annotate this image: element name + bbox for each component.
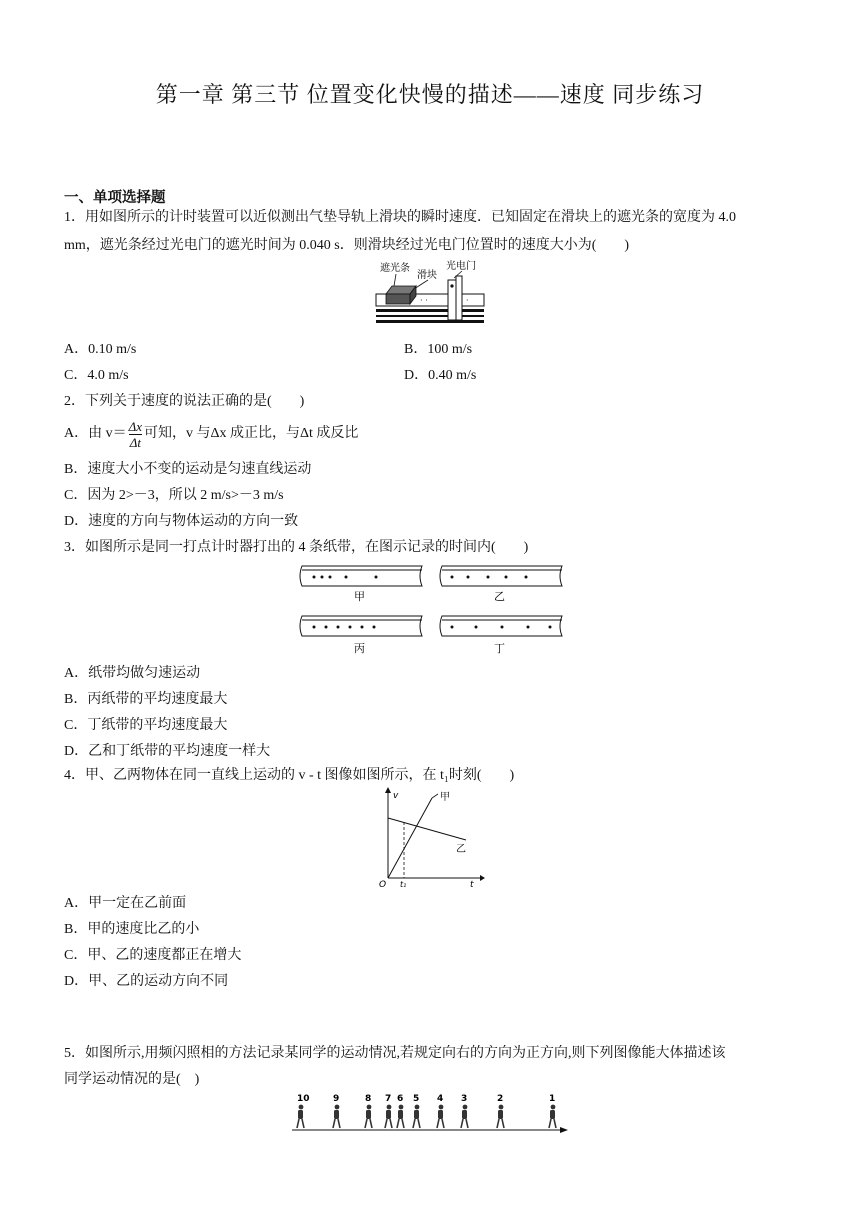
q2-stem: 2．下列关于速度的说法正确的是( ) <box>64 394 305 409</box>
q1-label-slider: 滑块 <box>417 270 437 281</box>
q4-line-jia-label: 甲 <box>440 792 450 803</box>
q1-stem-line2: mm，遮光条经过光电门的遮光时间为 0.040 s．则滑块经过光电门位置时的速度大小为( ) <box>64 238 630 253</box>
runner-figure <box>397 1105 404 1128</box>
runner-figure <box>497 1105 504 1128</box>
runner-figure <box>413 1105 420 1128</box>
q2-option-a-suffix: 可知，v 与Δx 成正比，与Δt 成反比 <box>144 426 359 441</box>
q4-vt-graph <box>374 786 486 890</box>
q3-stem: 3．如图所示是同一打点计时器打出的 4 条纸带，在图示记录的时间内( ) <box>64 540 529 555</box>
q4-t1-label: t₁ <box>400 880 407 889</box>
runner-figure <box>297 1105 304 1128</box>
q5-strobe-photo-figure <box>288 1090 572 1138</box>
runner-figure <box>365 1105 372 1128</box>
q1-label-gate: 光电门 <box>446 261 476 272</box>
q1-option-d: D．0.40 m/s <box>404 368 477 383</box>
q2-option-d: D．速度的方向与物体运动的方向一致 <box>64 514 299 529</box>
tape-label-jia: 甲 <box>354 590 365 603</box>
frame-number-label: 7 <box>385 1094 392 1104</box>
tape-label-ding: 丁 <box>494 642 505 655</box>
q2-option-c: C．因为 2>－3，所以 2 m/s>－3 m/s <box>64 488 284 503</box>
runner-figure <box>461 1105 468 1128</box>
q2-option-b: B．速度大小不变的运动是匀速直线运动 <box>64 462 312 477</box>
q1-air-track-figure <box>370 256 490 330</box>
q1-option-b: B．100 m/s <box>404 342 473 357</box>
q3-option-c: C．丁纸带的平均速度最大 <box>64 718 228 733</box>
frame-number-label: 1 <box>549 1094 556 1104</box>
q1-option-c: C．4.0 m/s <box>64 368 129 383</box>
section-heading: 一、单项选择题 <box>64 190 166 206</box>
frame-number-label: 10 <box>297 1094 310 1104</box>
q2-fraction-denominator: Δt <box>129 434 141 450</box>
frame-number-label: 5 <box>413 1094 420 1104</box>
tape-label-bing: 丙 <box>354 642 365 655</box>
runner-figure <box>437 1105 444 1128</box>
q4-option-d: D．甲、乙的运动方向不同 <box>64 974 229 989</box>
frame-number-label: 4 <box>437 1094 444 1104</box>
frame-number-label: 9 <box>333 1094 340 1104</box>
q3-paper-tapes-figure <box>296 560 568 662</box>
q5-stem-line1: 5．如图所示,用频闪照相的方法记录某同学的运动情况,若规定向右的方向为正方向,则下列图像能大体描述该 <box>64 1046 726 1061</box>
runner-figure <box>333 1105 340 1128</box>
runner-figure <box>549 1105 556 1128</box>
tape-label-yi: 乙 <box>494 590 505 603</box>
q3-option-d: D．乙和丁纸带的平均速度一样大 <box>64 744 271 759</box>
q4-stem: 4．甲、乙两物体在同一直线上运动的 v - t 图像如图所示，在 t₁时刻( ) <box>64 768 515 783</box>
q3-option-b: B．丙纸带的平均速度最大 <box>64 692 228 707</box>
frame-number-label: 6 <box>397 1094 404 1104</box>
q1-label-strip: 遮光条 <box>380 263 410 274</box>
frame-number-label: 8 <box>365 1094 372 1104</box>
q4-option-b: B．甲的速度比乙的小 <box>64 922 200 937</box>
q4-line-yi-label: 乙 <box>456 844 466 855</box>
runner-figure <box>385 1105 392 1128</box>
q2-fraction-numerator: Δx <box>128 418 143 434</box>
svg-text:·: · <box>466 296 469 305</box>
q4-origin-label: O <box>379 880 387 890</box>
q3-option-a: A．纸带均做匀速运动 <box>64 666 201 681</box>
q2-option-a-prefix: A．由 v＝ <box>64 426 127 441</box>
q5-stem-line2: 同学运动情况的是( ) <box>64 1072 200 1087</box>
q1-stem-line1: 1．用如图所示的计时装置可以近似测出气垫导轨上滑块的瞬时速度．已知固定在滑块上的遮光条的宽度为 4.0 <box>64 210 736 225</box>
q4-option-a: A．甲一定在乙前面 <box>64 896 187 911</box>
q4-axis-v-label: v <box>393 791 399 801</box>
svg-text:· ·: · · <box>420 296 428 305</box>
q4-axis-t-label: t <box>470 880 474 890</box>
q4-option-c: C．甲、乙的速度都正在增大 <box>64 948 242 963</box>
q2-fraction <box>129 419 142 450</box>
q2-option-a <box>64 414 358 454</box>
page-title: 第一章 第三节 位置变化快慢的描述——速度 同步练习 <box>155 82 705 107</box>
q1-option-a: A．0.10 m/s <box>64 342 137 357</box>
frame-number-label: 3 <box>461 1094 468 1104</box>
frame-number-label: 2 <box>497 1094 504 1104</box>
